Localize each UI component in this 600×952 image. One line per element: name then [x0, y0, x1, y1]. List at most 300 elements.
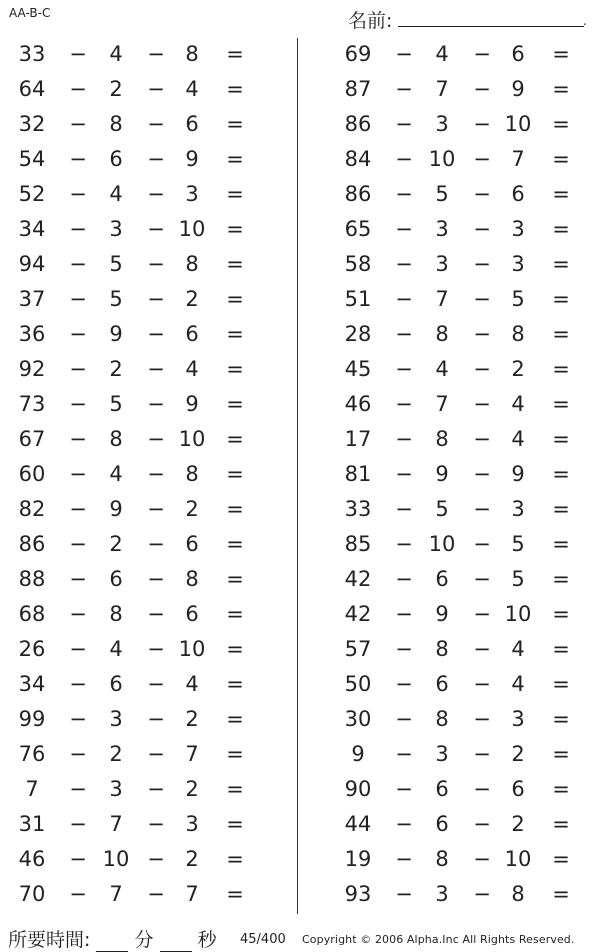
minuend: 28: [344, 322, 372, 346]
second-subtrahend: 5: [511, 532, 525, 556]
minus-sign: −: [395, 777, 413, 801]
equals-sign: =: [226, 462, 244, 486]
minuend: 85: [344, 532, 372, 556]
minuend: 54: [18, 147, 46, 171]
first-subtrahend: 7: [435, 392, 449, 416]
minuend: 9: [351, 742, 365, 766]
minus-sign: −: [147, 217, 165, 241]
second-subtrahend: 9: [185, 147, 199, 171]
minuend: 86: [344, 182, 372, 206]
minus-sign: −: [395, 112, 413, 136]
minuend: 70: [18, 882, 46, 906]
minus-sign: −: [473, 77, 491, 101]
second-subtrahend: 2: [185, 707, 199, 731]
equals-sign: =: [552, 567, 570, 591]
minus-sign: −: [147, 252, 165, 276]
minus-sign: −: [473, 217, 491, 241]
minus-sign: −: [69, 392, 87, 416]
minus-sign: −: [395, 742, 413, 766]
first-subtrahend: 7: [435, 287, 449, 311]
minus-sign: −: [473, 882, 491, 906]
first-subtrahend: 2: [109, 742, 123, 766]
minus-sign: −: [395, 42, 413, 66]
minus-sign: −: [473, 567, 491, 591]
minus-sign: −: [147, 637, 165, 661]
equals-sign: =: [552, 112, 570, 136]
minus-sign: −: [147, 112, 165, 136]
minuend: 26: [18, 637, 46, 661]
first-subtrahend: 3: [109, 217, 123, 241]
minuend: 69: [344, 42, 372, 66]
minus-sign: −: [473, 357, 491, 381]
equals-sign: =: [552, 252, 570, 276]
first-subtrahend: 2: [109, 357, 123, 381]
equals-sign: =: [552, 322, 570, 346]
second-subtrahend: 10: [504, 602, 532, 626]
seconds-blank[interactable]: [160, 933, 192, 952]
minus-sign: −: [395, 462, 413, 486]
equals-sign: =: [226, 182, 244, 206]
first-subtrahend: 3: [435, 882, 449, 906]
minus-sign: −: [473, 287, 491, 311]
minus-sign: −: [395, 392, 413, 416]
minus-sign: −: [395, 77, 413, 101]
minus-sign: −: [69, 602, 87, 626]
minus-sign: −: [147, 847, 165, 871]
minus-sign: −: [69, 427, 87, 451]
name-field[interactable]: [398, 26, 584, 27]
equals-sign: =: [552, 602, 570, 626]
minus-sign: −: [147, 287, 165, 311]
minus-sign: −: [473, 497, 491, 521]
minuend: 92: [18, 357, 46, 381]
equals-sign: =: [552, 847, 570, 871]
second-subtrahend: 4: [511, 392, 525, 416]
second-subtrahend: 7: [185, 742, 199, 766]
second-subtrahend: 4: [511, 637, 525, 661]
equals-sign: =: [226, 742, 244, 766]
first-subtrahend: 8: [109, 427, 123, 451]
second-subtrahend: 2: [511, 357, 525, 381]
equals-sign: =: [552, 637, 570, 661]
second-subtrahend: 2: [185, 287, 199, 311]
minuend: 99: [18, 707, 46, 731]
second-subtrahend: 8: [185, 462, 199, 486]
first-subtrahend: 8: [109, 602, 123, 626]
second-subtrahend: 9: [511, 462, 525, 486]
worksheet-code: AA-B-C: [9, 6, 51, 20]
second-subtrahend: 6: [511, 42, 525, 66]
second-subtrahend: 2: [185, 847, 199, 871]
minus-sign: −: [69, 42, 87, 66]
minuend: 33: [344, 497, 372, 521]
minus-sign: −: [69, 882, 87, 906]
second-subtrahend: 4: [185, 357, 199, 381]
first-subtrahend: 4: [435, 42, 449, 66]
minuend: 42: [344, 602, 372, 626]
minus-sign: −: [395, 672, 413, 696]
equals-sign: =: [552, 812, 570, 836]
first-subtrahend: 9: [435, 602, 449, 626]
equals-sign: =: [552, 42, 570, 66]
minuend: 86: [344, 112, 372, 136]
minus-sign: −: [395, 252, 413, 276]
minus-sign: −: [147, 462, 165, 486]
first-subtrahend: 6: [109, 672, 123, 696]
first-subtrahend: 6: [109, 147, 123, 171]
minuend: 33: [18, 42, 46, 66]
second-subtrahend: 3: [511, 707, 525, 731]
time-taken: [8, 925, 217, 952]
first-subtrahend: 6: [435, 672, 449, 696]
first-subtrahend: 9: [109, 322, 123, 346]
minuend: 87: [344, 77, 372, 101]
first-subtrahend: 4: [109, 637, 123, 661]
second-subtrahend: 3: [185, 812, 199, 836]
minus-sign: −: [69, 112, 87, 136]
minus-sign: −: [395, 812, 413, 836]
minus-sign: −: [473, 707, 491, 731]
first-subtrahend: 4: [435, 357, 449, 381]
minus-sign: −: [69, 707, 87, 731]
minuend: 60: [18, 462, 46, 486]
second-subtrahend: 3: [511, 497, 525, 521]
second-subtrahend: 10: [178, 217, 206, 241]
first-subtrahend: 6: [435, 567, 449, 591]
name-end-mark: .: [583, 14, 587, 28]
minus-sign: −: [395, 497, 413, 521]
first-subtrahend: 3: [435, 112, 449, 136]
second-subtrahend: 7: [511, 147, 525, 171]
equals-sign: =: [226, 427, 244, 451]
minuend: 84: [344, 147, 372, 171]
first-subtrahend: 10: [428, 147, 456, 171]
first-subtrahend: 2: [109, 532, 123, 556]
minus-sign: −: [69, 497, 87, 521]
second-subtrahend: 2: [185, 497, 199, 521]
minus-sign: −: [473, 777, 491, 801]
minus-sign: −: [69, 217, 87, 241]
equals-sign: =: [226, 497, 244, 521]
minuend: 46: [344, 392, 372, 416]
equals-sign: =: [552, 427, 570, 451]
first-subtrahend: 10: [428, 532, 456, 556]
minuend: 51: [344, 287, 372, 311]
first-subtrahend: 3: [435, 217, 449, 241]
second-subtrahend: 8: [185, 42, 199, 66]
equals-sign: =: [552, 77, 570, 101]
minus-sign: −: [395, 847, 413, 871]
minus-sign: −: [147, 497, 165, 521]
minuend: 30: [344, 707, 372, 731]
second-subtrahend: 8: [511, 322, 525, 346]
minus-sign: −: [147, 742, 165, 766]
minus-sign: −: [147, 882, 165, 906]
equals-sign: =: [226, 217, 244, 241]
minuend: 67: [18, 427, 46, 451]
second-subtrahend: 5: [511, 567, 525, 591]
minus-sign: −: [147, 392, 165, 416]
first-subtrahend: 9: [435, 462, 449, 486]
minus-sign: −: [395, 287, 413, 311]
minus-sign: −: [395, 322, 413, 346]
second-subtrahend: 3: [511, 217, 525, 241]
minus-sign: −: [473, 182, 491, 206]
minuend: 42: [344, 567, 372, 591]
minus-sign: −: [395, 882, 413, 906]
first-subtrahend: 6: [435, 812, 449, 836]
minus-sign: −: [69, 357, 87, 381]
equals-sign: =: [226, 532, 244, 556]
minus-sign: −: [147, 567, 165, 591]
second-subtrahend: 10: [504, 847, 532, 871]
second-subtrahend: 4: [511, 427, 525, 451]
minus-sign: −: [69, 672, 87, 696]
equals-sign: =: [552, 357, 570, 381]
minus-sign: −: [395, 532, 413, 556]
minuend: 50: [344, 672, 372, 696]
minuend: 90: [344, 777, 372, 801]
first-subtrahend: 6: [435, 777, 449, 801]
second-subtrahend: 4: [185, 77, 199, 101]
minutes-blank[interactable]: [96, 933, 128, 952]
first-subtrahend: 7: [109, 882, 123, 906]
minus-sign: −: [473, 742, 491, 766]
minus-sign: −: [69, 532, 87, 556]
minus-sign: −: [473, 427, 491, 451]
second-subtrahend: 8: [185, 252, 199, 276]
equals-sign: =: [226, 287, 244, 311]
minus-sign: −: [69, 182, 87, 206]
seconds-label: 秒: [197, 929, 217, 951]
equals-sign: =: [552, 742, 570, 766]
minus-sign: −: [473, 812, 491, 836]
equals-sign: =: [226, 847, 244, 871]
equals-sign: =: [226, 777, 244, 801]
equals-sign: =: [226, 357, 244, 381]
second-subtrahend: 7: [185, 882, 199, 906]
second-subtrahend: 6: [185, 532, 199, 556]
minus-sign: −: [395, 182, 413, 206]
equals-sign: =: [552, 707, 570, 731]
minus-sign: −: [473, 252, 491, 276]
equals-sign: =: [226, 112, 244, 136]
second-subtrahend: 2: [511, 742, 525, 766]
minus-sign: −: [147, 42, 165, 66]
second-subtrahend: 4: [185, 672, 199, 696]
minus-sign: −: [395, 567, 413, 591]
minus-sign: −: [69, 147, 87, 171]
second-subtrahend: 3: [511, 252, 525, 276]
equals-sign: =: [226, 602, 244, 626]
minus-sign: −: [69, 812, 87, 836]
minus-sign: −: [69, 637, 87, 661]
second-subtrahend: 9: [185, 392, 199, 416]
minus-sign: −: [473, 42, 491, 66]
equals-sign: =: [552, 672, 570, 696]
second-subtrahend: 6: [185, 112, 199, 136]
minuend: 46: [18, 847, 46, 871]
minuend: 17: [344, 427, 372, 451]
minus-sign: −: [395, 602, 413, 626]
minus-sign: −: [147, 532, 165, 556]
second-subtrahend: 10: [178, 637, 206, 661]
first-subtrahend: 2: [109, 77, 123, 101]
minus-sign: −: [147, 77, 165, 101]
minus-sign: −: [473, 602, 491, 626]
second-subtrahend: 10: [178, 427, 206, 451]
equals-sign: =: [552, 882, 570, 906]
equals-sign: =: [552, 217, 570, 241]
equals-sign: =: [552, 147, 570, 171]
equals-sign: =: [552, 182, 570, 206]
first-subtrahend: 3: [435, 742, 449, 766]
minuend: 34: [18, 672, 46, 696]
second-subtrahend: 6: [185, 602, 199, 626]
minus-sign: −: [473, 532, 491, 556]
equals-sign: =: [226, 567, 244, 591]
minuend: 65: [344, 217, 372, 241]
minus-sign: −: [69, 77, 87, 101]
first-subtrahend: 4: [109, 42, 123, 66]
equals-sign: =: [226, 77, 244, 101]
equals-sign: =: [226, 322, 244, 346]
minus-sign: −: [147, 602, 165, 626]
first-subtrahend: 5: [109, 392, 123, 416]
minus-sign: −: [147, 707, 165, 731]
second-subtrahend: 10: [504, 112, 532, 136]
minus-sign: −: [473, 847, 491, 871]
first-subtrahend: 8: [109, 112, 123, 136]
first-subtrahend: 8: [435, 322, 449, 346]
first-subtrahend: 3: [109, 777, 123, 801]
minuend: 45: [344, 357, 372, 381]
minus-sign: −: [395, 707, 413, 731]
second-subtrahend: 2: [185, 777, 199, 801]
minus-sign: −: [69, 322, 87, 346]
minuend: 82: [18, 497, 46, 521]
equals-sign: =: [552, 777, 570, 801]
minus-sign: −: [473, 392, 491, 416]
equals-sign: =: [226, 392, 244, 416]
first-subtrahend: 5: [109, 252, 123, 276]
minus-sign: −: [395, 217, 413, 241]
equals-sign: =: [552, 497, 570, 521]
minus-sign: −: [473, 672, 491, 696]
first-subtrahend: 7: [109, 812, 123, 836]
first-subtrahend: 10: [102, 847, 130, 871]
minuend: 7: [25, 777, 39, 801]
second-subtrahend: 8: [185, 567, 199, 591]
minuend: 44: [344, 812, 372, 836]
minuend: 32: [18, 112, 46, 136]
first-subtrahend: 9: [109, 497, 123, 521]
first-subtrahend: 8: [435, 847, 449, 871]
first-subtrahend: 3: [435, 252, 449, 276]
minuend: 88: [18, 567, 46, 591]
minuend: 31: [18, 812, 46, 836]
minus-sign: −: [147, 427, 165, 451]
second-subtrahend: 6: [511, 182, 525, 206]
minus-sign: −: [473, 462, 491, 486]
equals-sign: =: [226, 147, 244, 171]
equals-sign: =: [552, 462, 570, 486]
second-subtrahend: 3: [185, 182, 199, 206]
first-subtrahend: 5: [435, 182, 449, 206]
second-subtrahend: 6: [185, 322, 199, 346]
equals-sign: =: [226, 252, 244, 276]
second-subtrahend: 4: [511, 672, 525, 696]
minus-sign: −: [147, 322, 165, 346]
minus-sign: −: [147, 777, 165, 801]
minus-sign: −: [147, 812, 165, 836]
column-divider: [297, 38, 298, 914]
minus-sign: −: [395, 357, 413, 381]
minus-sign: −: [69, 287, 87, 311]
equals-sign: =: [226, 42, 244, 66]
second-subtrahend: 8: [511, 882, 525, 906]
minuend: 52: [18, 182, 46, 206]
first-subtrahend: 6: [109, 567, 123, 591]
minus-sign: −: [473, 147, 491, 171]
first-subtrahend: 7: [435, 77, 449, 101]
copyright-notice: Copyright © 2006 Alpha.Inc All Rights Reserved.: [302, 933, 575, 946]
minus-sign: −: [473, 637, 491, 661]
minus-sign: −: [147, 147, 165, 171]
minuend: 86: [18, 532, 46, 556]
minus-sign: −: [69, 462, 87, 486]
minuend: 93: [344, 882, 372, 906]
equals-sign: =: [226, 882, 244, 906]
minus-sign: −: [395, 427, 413, 451]
first-subtrahend: 4: [109, 462, 123, 486]
minuend: 58: [344, 252, 372, 276]
time-label: 所要時間:: [8, 929, 91, 951]
minus-sign: −: [69, 252, 87, 276]
minuend: 36: [18, 322, 46, 346]
first-subtrahend: 5: [109, 287, 123, 311]
equals-sign: =: [226, 672, 244, 696]
minuend: 64: [18, 77, 46, 101]
sheet-count: 45/400: [240, 932, 286, 947]
minuend: 81: [344, 462, 372, 486]
second-subtrahend: 6: [511, 777, 525, 801]
minuend: 37: [18, 287, 46, 311]
equals-sign: =: [552, 392, 570, 416]
first-subtrahend: 8: [435, 427, 449, 451]
first-subtrahend: 8: [435, 707, 449, 731]
equals-sign: =: [552, 532, 570, 556]
minus-sign: −: [69, 742, 87, 766]
minuend: 34: [18, 217, 46, 241]
minus-sign: −: [147, 357, 165, 381]
equals-sign: =: [226, 812, 244, 836]
minus-sign: −: [147, 672, 165, 696]
minus-sign: −: [473, 112, 491, 136]
first-subtrahend: 3: [109, 707, 123, 731]
minus-sign: −: [69, 847, 87, 871]
second-subtrahend: 2: [511, 812, 525, 836]
minus-sign: −: [473, 322, 491, 346]
name-label: 名前:: [348, 10, 393, 32]
first-subtrahend: 8: [435, 637, 449, 661]
minuend: 19: [344, 847, 372, 871]
second-subtrahend: 9: [511, 77, 525, 101]
second-subtrahend: 5: [511, 287, 525, 311]
minuend: 73: [18, 392, 46, 416]
minuend: 57: [344, 637, 372, 661]
equals-sign: =: [552, 287, 570, 311]
